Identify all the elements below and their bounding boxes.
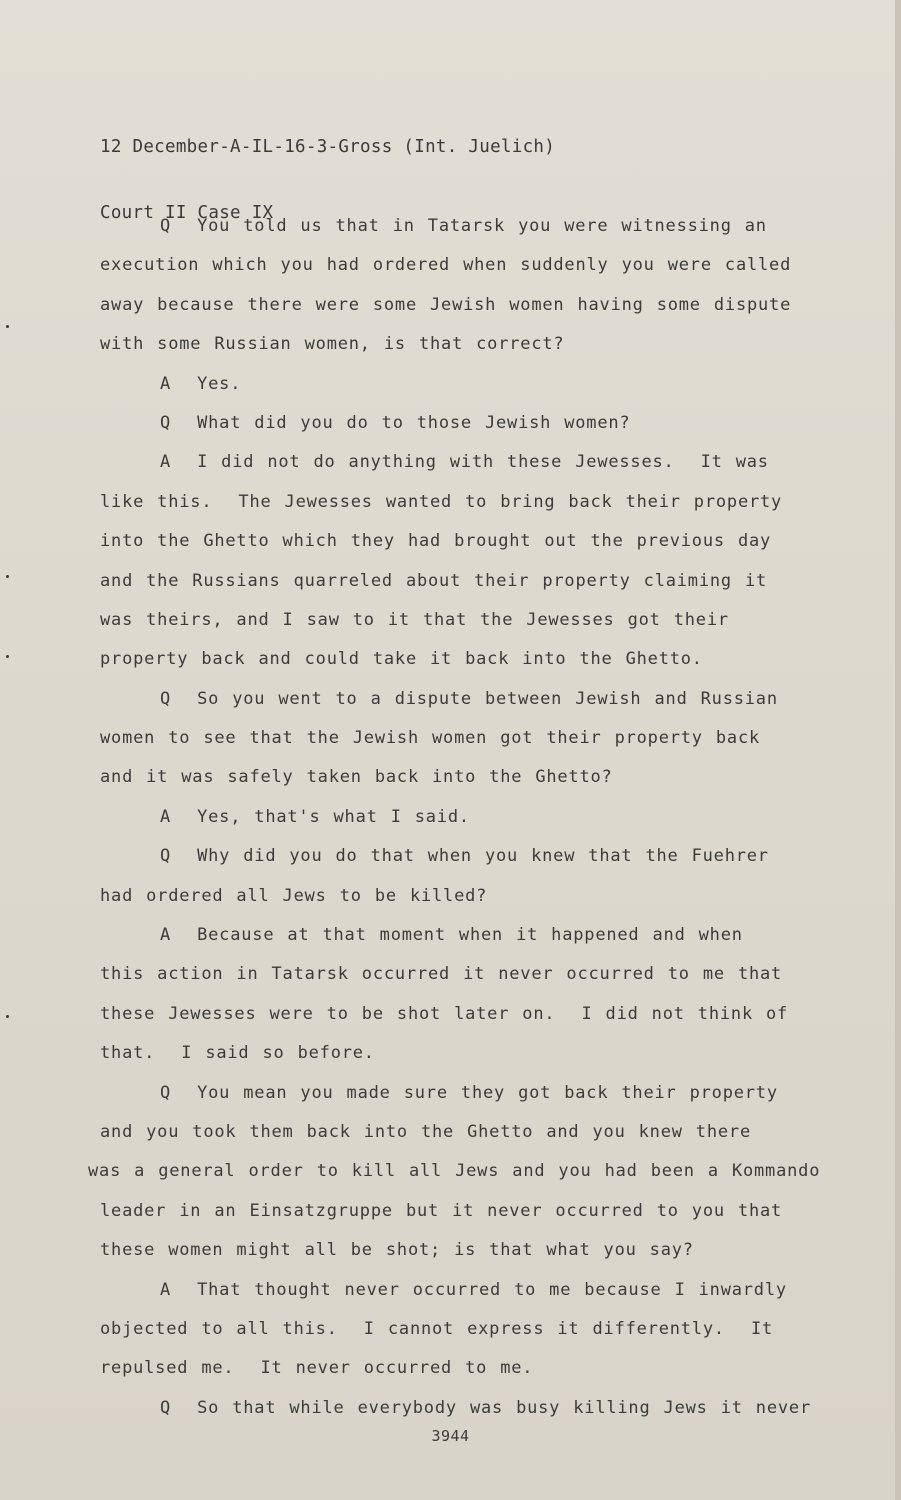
transcript-body <box>88 207 840 1428</box>
text-line: objected to all this. I cannot express it differently. It <box>100 1318 774 1339</box>
text-line: that. I said so before. <box>100 1043 375 1064</box>
text-line: away because there were some Jewish women having some dispute <box>100 294 792 315</box>
header-line-1: 12 December-A-IL-16-3-Gross (Int. Juelich) <box>100 137 556 157</box>
margin-mark <box>6 1015 9 1018</box>
text-line: leader in an Einsatzgruppe but it never occurred to you that <box>100 1200 783 1221</box>
text-line: was a general order to kill all Jews and you had been a Kommando <box>88 1161 821 1182</box>
text-line: like this. The Jewesses wanted to bring back their property <box>100 491 783 512</box>
text-line: this action in Tatarsk occurred it never occurred to me that <box>100 964 783 985</box>
text-line: A I did not do anything with these Jewesses. It was <box>160 452 769 473</box>
text-line: with some Russian women, is that correct? <box>100 334 565 355</box>
text-line: A Because at that moment when it happened and when <box>160 925 743 946</box>
margin-mark <box>6 575 9 578</box>
text-line: A Yes, that's what I said. <box>160 806 470 827</box>
text-line: had ordered all Jews to be killed? <box>100 885 488 906</box>
text-line: women to see that the Jewish women got their property back <box>100 728 761 749</box>
margin-mark <box>6 325 9 328</box>
text-line: was theirs, and I saw to it that the Jewesses got their <box>100 609 729 630</box>
text-line: Q So you went to a dispute between Jewish and Russian <box>160 688 778 709</box>
text-line: and it was safely taken back into the Ghetto? <box>100 767 613 788</box>
header-line-2: Court II Case IX <box>100 203 274 223</box>
text-line: A That thought never occurred to me because I inwardly <box>160 1279 787 1300</box>
text-line: Q Why did you do that when you knew that the Fuehrer <box>160 846 769 867</box>
text-line: execution which you had ordered when suddenly you were called <box>100 255 792 276</box>
text-line: Q What did you do to those Jewish women? <box>160 412 631 433</box>
text-line: Q You mean you made sure they got back their property <box>160 1082 778 1103</box>
text-line: these Jewesses were to be shot later on. I did not think of <box>100 1003 789 1024</box>
page-number: 3944 <box>431 1427 470 1445</box>
text-line: property back and could take it back into the Ghetto. <box>100 649 703 670</box>
text-line: A Yes. <box>160 373 242 394</box>
page-edge <box>895 0 901 1500</box>
text-line: Q So that while everybody was busy killing Jews it never <box>160 1397 811 1418</box>
margin-mark <box>6 655 9 658</box>
text-line: these women might all be shot; is that what you say? <box>100 1240 694 1261</box>
text-line: into the Ghetto which they had brought out the previous day <box>100 531 772 552</box>
text-line: and you took them back into the Ghetto and you knew there <box>100 1121 751 1142</box>
text-line: repulsed me. It never occurred to me. <box>100 1358 534 1379</box>
text-line: and the Russians quarreled about their property claiming it <box>100 570 768 591</box>
text-line: Q You told us that in Tatarsk you were witnessing an <box>160 216 767 236</box>
